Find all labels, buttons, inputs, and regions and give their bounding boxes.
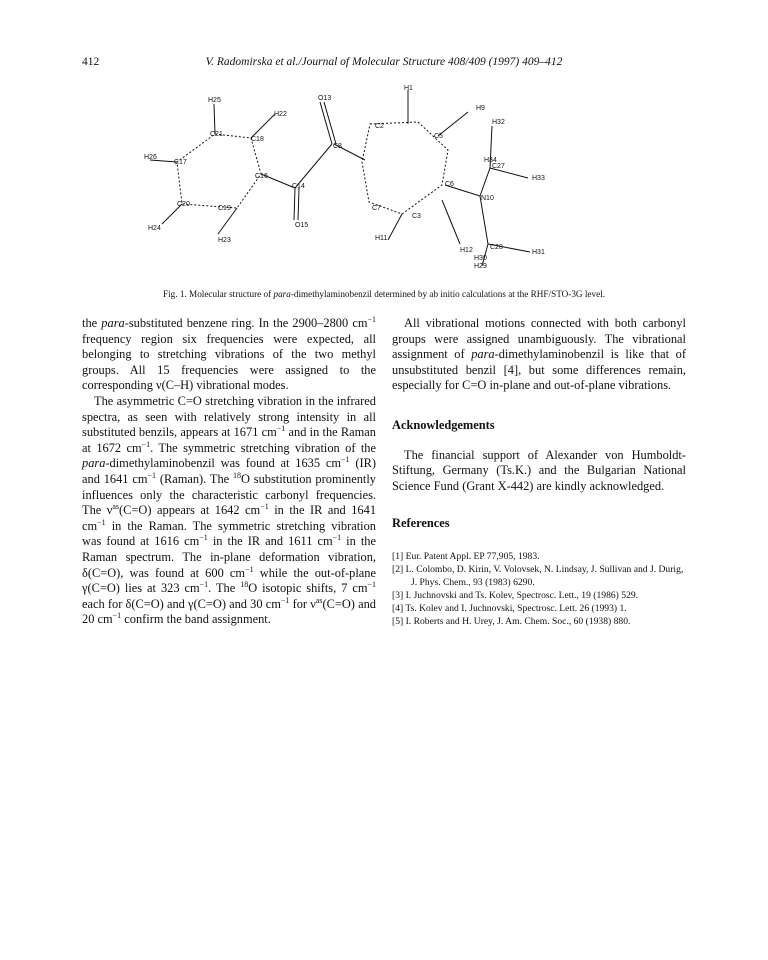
left-paragraph-2: The asymmetric C=O stretching vibration in the infrared spectra, as seen with relatively strong intensity in all substituted benzils, appears at 1671 $cm^{-1}$ and in the Raman at 1672 $cm^{-1}$. The symmetric stretching vibration of the para-dimethylaminobenzil was found at 1635 $cm^{-1}$ (IR) and 1641 $cm^{-1}$ (Raman). The $^{18}$O substitution prominently influences only the characteristic carbonyl frequencies. The $\nu^{as}(C=O)$ appears at 1642 $cm^{-1}$ in the IR and 1641 $cm^{-1}$ in the Raman. The symmetric stretching vibration was found at 1616 $cm^{-1}$ in the IR and 1611 $cm^{-1}$ in the Raman spectrum. The in-plane deformation vibration, δ(C=O), was found at 600 $cm^{-1}$ while the out-of-plane γ(C=O) lies at 323 $cm^{-1}$. The $^{18}$O isotopic shifts, 7 $cm^{-1}$ each for δ(C=O) and γ(C=O) and 30 $cm^{-1}$ for $\nu^{as}(C=O)$ and 20 $cm^{-1}$ confirm the band assignment. <box>82 393 377 627</box>
atom-label-c2: C2 <box>375 123 384 130</box>
right-paragraph-1: All vibrational motions connected with both carbonyl groups were assigned unambiguously. The vibrational assignment of para-dimethylaminobenzil is like that of unsubstituted benzil [4], but some differences remain, especially for C=O in-plane and out-of-plane vibrations. <box>392 316 686 393</box>
atom-label-h29: H29 <box>474 263 487 270</box>
atom-label-h33: H33 <box>532 175 545 182</box>
reference-item: [4] Ts. Kolev and I. Juchnovski, Spectrosc. Lett. 26 (1993) 1. <box>392 602 627 614</box>
references-heading: References <box>392 516 450 531</box>
atom-label-h11: H11 <box>375 235 388 242</box>
molecular-structure-figure <box>140 82 640 282</box>
atom-label-c19: C19 <box>218 205 231 212</box>
atom-label-c21: C21 <box>210 131 223 138</box>
atom-label-h24: H24 <box>148 225 161 232</box>
atom-label-c27: C27 <box>492 163 505 170</box>
atom-label-o15: O15 <box>295 222 309 229</box>
atom-label-h34: H34 <box>484 157 497 164</box>
atom-label-h30: H30 <box>474 255 487 262</box>
reference-item: [3] I. Juchnovski and Ts. Kolev, Spectrosc. Lett., 19 (1986) 529. <box>392 589 639 601</box>
reference-item: [1] Eur. Patent Appl. EP 77,905, 1983. <box>392 550 540 562</box>
atom-label-h31: H31 <box>532 249 545 256</box>
acknowledgements-heading: Acknowledgements <box>392 417 495 432</box>
atom-label-c6: C6 <box>445 181 454 188</box>
page-header <box>0 56 768 72</box>
atom-label-o13: O13 <box>318 95 332 102</box>
atom-label-h1: H1 <box>404 85 413 92</box>
atom-label-c20: C20 <box>177 201 190 208</box>
right-column <box>392 316 686 628</box>
atom-label-c8: C8 <box>333 143 342 150</box>
atom-label-c3: C3 <box>412 213 421 220</box>
atom-label-c28: C28 <box>490 244 503 251</box>
atom-label-n10: N10 <box>481 195 494 202</box>
atom-label-h26: H26 <box>144 154 157 161</box>
figure-caption: Fig. 1. Molecular structure of para-dimethylaminobenzil determined by ab initio calculations at the RHF/STO-3G level. <box>162 289 606 299</box>
left-paragraph-1: the para-substituted benzene ring. In the 2900–2800 $cm^{-1}$ frequency region six frequencies were expected, all belonging to stretching vibrations of the two methyl groups. All 15 frequencies were assigned to the corresponding ν(C–H) vibrational modes. <box>82 314 376 393</box>
atom-label-h22: H22 <box>274 111 287 118</box>
molecule-diagram <box>140 82 640 282</box>
atom-label-c14: C14 <box>292 183 305 190</box>
atom-label-c17: C17 <box>174 159 187 166</box>
acknowledgements-text: The financial support of Alexander von Humboldt-Stiftung, Germany (Ts.K.) and the Bulgarian National Science Fund (Grant X-442) are kindly acknowledged. <box>392 447 686 493</box>
running-head: V. Radomirska et al./Journal of Molecular Structure 408/409 (1997) 409–412 <box>205 56 563 68</box>
atom-label-h32: H32 <box>492 119 505 126</box>
atom-label-c18: C18 <box>251 136 264 143</box>
page-number: 412 <box>82 56 100 68</box>
atom-label-h23: H23 <box>218 237 231 244</box>
atom-label-h9: H9 <box>476 105 485 112</box>
reference-item: [2] L. Colombo, D. Kirin, V. Volovsek, N. Lindsay, J. Sullivan and J. Durig, J. Phys. Chem., 93 (1983) 6290. <box>392 563 684 588</box>
left-column <box>82 316 376 628</box>
atom-label-c5: C5 <box>434 133 443 140</box>
references-list <box>392 550 686 628</box>
atom-label-c7: C7 <box>372 205 381 212</box>
atom-label-c16: C16 <box>255 173 268 180</box>
atom-label-h25: H25 <box>208 97 221 104</box>
reference-item: [5] I. Roberts and H. Urey, J. Am. Chem. Soc., 60 (1938) 880. <box>392 615 631 627</box>
atom-label-h12: H12 <box>460 247 473 254</box>
